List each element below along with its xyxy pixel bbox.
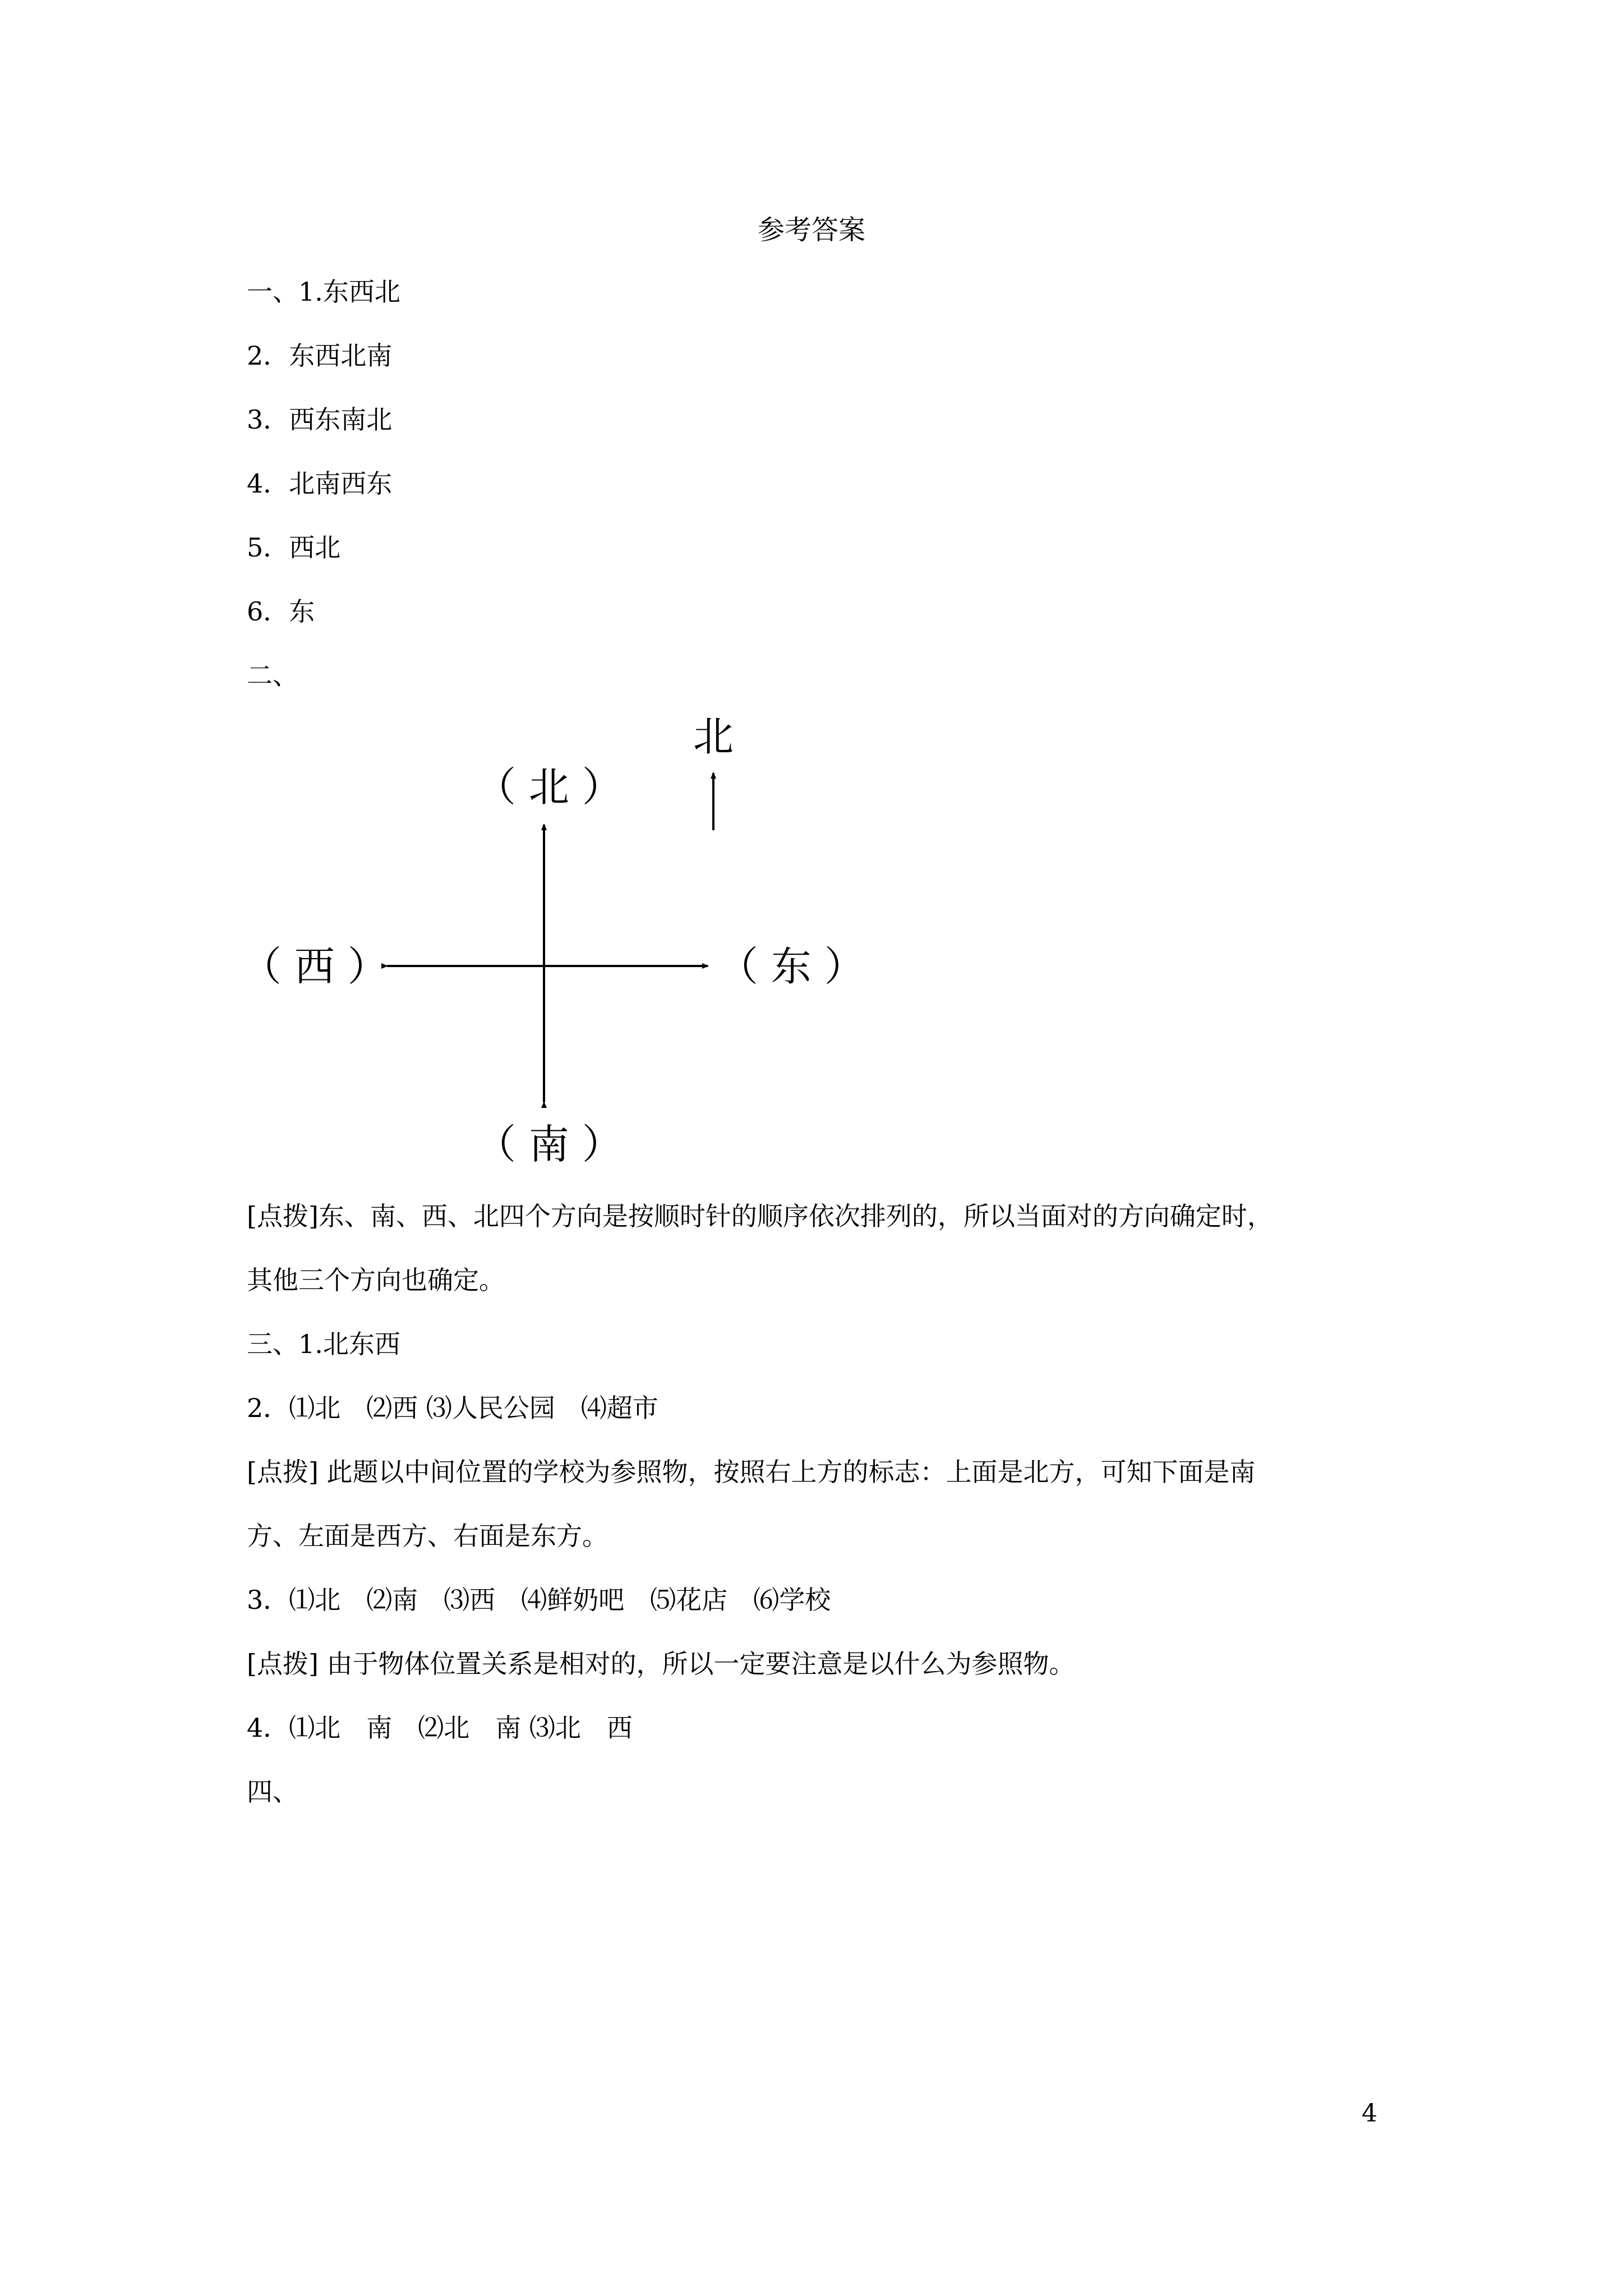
section-4-heading: 四、 xyxy=(247,1777,298,1807)
west-label: （ 西 ） xyxy=(241,943,388,990)
answer-line-3-4: 4．⑴北 南 ⑵北 南 ⑶北 西 xyxy=(247,1713,633,1743)
answer-line-1-5: 5．西北 xyxy=(247,532,341,563)
answer-title: 参考答案 xyxy=(757,214,865,246)
hint-3-2-line-1: [点拨] 此题以中间位置的学校为参照物，按照右上方的标志：上面是北方，可知下面是南 xyxy=(247,1457,1256,1487)
page-number: 4 xyxy=(1362,2099,1377,2128)
answer-line-1-1: 一、1.东西北 xyxy=(247,277,400,307)
answer-line-3-2: 2．⑴北 ⑵西 ⑶人民公园 ⑷超市 xyxy=(247,1393,658,1423)
north-marker-label: 北 xyxy=(693,713,734,760)
hint-2-line-1: [点拨]东、南、西、北四个方向是按顺时针的顺序依次排列的，所以当面对的方向确定时， xyxy=(247,1201,1273,1231)
section-2-heading: 二、 xyxy=(247,660,298,691)
answer-line-1-3: 3．西东南北 xyxy=(247,404,393,435)
east-label: （ 东 ） xyxy=(718,943,865,990)
hint-2-line-2: 其他三个方向也确定。 xyxy=(247,1265,505,1295)
north-label: （ 北 ） xyxy=(476,763,623,811)
answer-line-3-3: 3．⑴北 ⑵南 ⑶西 ⑷鲜奶吧 ⑸花店 ⑹学校 xyxy=(247,1585,831,1615)
answer-line-1-4: 4．北南西东 xyxy=(247,468,393,499)
answer-line-1-6: 6．东 xyxy=(247,596,315,627)
hint-3-3: [点拨] 由于物体位置关系是相对的，所以一定要注意是以什么为参照物。 xyxy=(247,1649,1075,1679)
answer-line-1-2: 2．东西北南 xyxy=(247,341,393,371)
south-label: （ 南 ） xyxy=(476,1121,623,1168)
hint-3-2-line-2: 方、左面是西方、右面是东方。 xyxy=(247,1521,608,1551)
answer-line-3-1: 三、1.北东西 xyxy=(247,1329,400,1359)
